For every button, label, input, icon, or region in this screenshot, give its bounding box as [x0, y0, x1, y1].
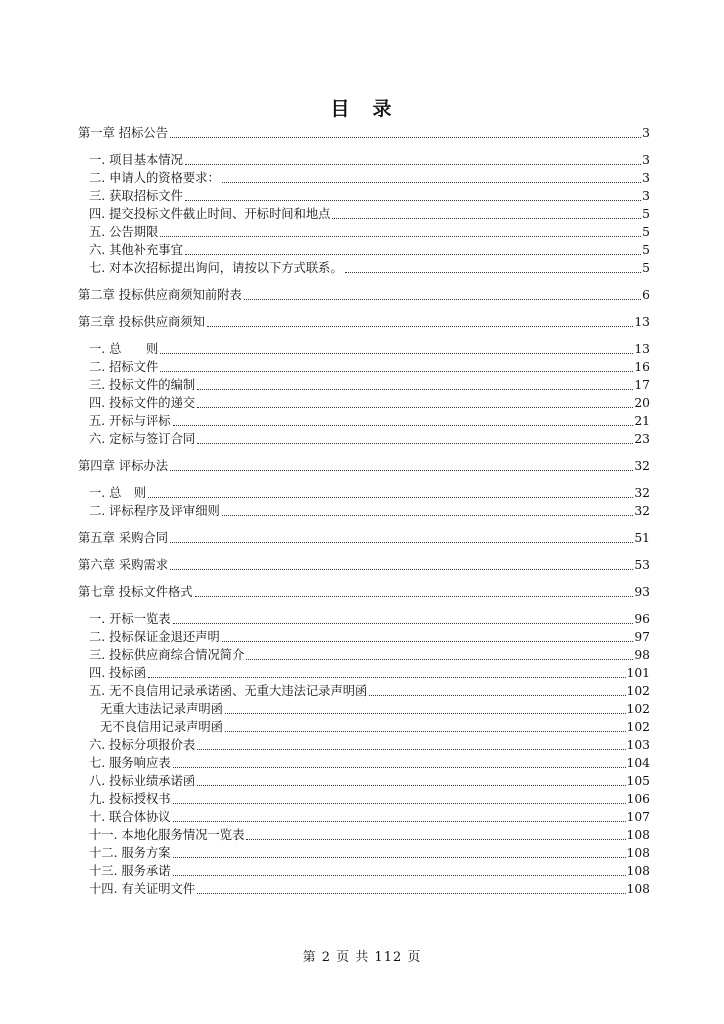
- toc-entry[interactable]: [78, 666, 650, 681]
- toc-entry-label: 第六章 采购需求: [78, 558, 168, 572]
- toc-dot-leader: [244, 299, 641, 300]
- toc-dot-leader: [207, 326, 633, 327]
- toc-entry-label: 三. 投标供应商综合情况简介: [89, 648, 245, 662]
- toc-entry[interactable]: [78, 612, 650, 627]
- toc-entry[interactable]: [78, 396, 650, 411]
- toc-entry-page-number: 102: [626, 720, 650, 734]
- toc-entry-label: 第三章 投标供应商须知: [78, 315, 205, 329]
- toc-entry-label: 七. 对本次招标提出询问，请按以下方式联系。: [89, 261, 343, 275]
- toc-entry[interactable]: [78, 558, 650, 573]
- toc-entry-page-number: 97: [634, 630, 650, 644]
- toc-dot-leader: [173, 425, 634, 426]
- toc-entry[interactable]: [78, 414, 650, 429]
- toc-dot-leader: [170, 569, 633, 570]
- toc-entry-label: 无重大违法记录声明函: [100, 702, 223, 716]
- toc-entry[interactable]: [78, 171, 650, 186]
- toc-dot-leader: [197, 785, 625, 786]
- toc-entry[interactable]: [78, 315, 650, 330]
- toc-entry-page-number: 102: [626, 684, 650, 698]
- toc-entry[interactable]: [78, 243, 650, 258]
- toc-entry-label: 六. 投标分项报价表: [89, 738, 196, 752]
- toc-entry[interactable]: [78, 774, 650, 789]
- toc-entry[interactable]: [78, 738, 650, 753]
- toc-entry-page-number: 5: [642, 207, 650, 221]
- toc-entry[interactable]: [78, 225, 650, 240]
- toc-entry-label: 十三. 服务承诺: [89, 864, 171, 878]
- toc-entry[interactable]: [78, 126, 650, 141]
- toc-dot-leader: [225, 731, 626, 732]
- toc-entry[interactable]: [78, 486, 650, 501]
- toc-dot-leader: [148, 677, 626, 678]
- toc-entry-page-number: 17: [634, 378, 650, 392]
- toc-entry-page-number: 93: [634, 585, 650, 599]
- toc-dot-leader: [222, 515, 634, 516]
- toc-dot-leader: [173, 875, 626, 876]
- toc-entry[interactable]: [78, 684, 650, 699]
- toc-entry-page-number: 51: [634, 531, 650, 545]
- toc-dot-leader: [185, 164, 641, 165]
- toc-dot-leader: [332, 218, 641, 219]
- toc-entry-label: 第二章 投标供应商须知前附表: [78, 288, 242, 302]
- toc-entry-page-number: 32: [634, 459, 650, 473]
- toc-entry-label: 四. 投标文件的递交: [89, 396, 196, 410]
- toc-dot-leader: [160, 236, 641, 237]
- toc-entry-label: 五. 开标与评标: [89, 414, 171, 428]
- toc-entry-label: 一. 总 则: [89, 342, 159, 356]
- toc-dot-leader: [225, 713, 626, 714]
- toc-entry-label: 第七章 投标文件格式: [78, 585, 193, 599]
- toc-dot-leader: [246, 659, 633, 660]
- toc-entry-label: 三. 获取招标文件: [89, 189, 183, 203]
- toc-dot-leader: [173, 821, 626, 822]
- toc-entry-page-number: 107: [626, 810, 650, 824]
- toc-entry[interactable]: [78, 792, 650, 807]
- toc-entry-page-number: 16: [634, 360, 650, 374]
- toc-entry-page-number: 32: [634, 486, 650, 500]
- toc-entry-page-number: 101: [626, 666, 650, 680]
- toc-entry-page-number: 21: [634, 414, 650, 428]
- toc-entry[interactable]: [78, 207, 650, 222]
- toc-entry-label: 六. 其他补充事宜: [89, 243, 183, 257]
- toc-entry-label: 一. 项目基本情况: [89, 153, 183, 167]
- toc-entry-label: 九. 投标授权书: [89, 792, 171, 806]
- toc-entry-label: 八. 投标业绩承诺函: [89, 774, 196, 788]
- toc-entry-page-number: 105: [626, 774, 650, 788]
- toc-dot-leader: [345, 272, 641, 273]
- toc-entry[interactable]: [78, 828, 650, 843]
- toc-entry-page-number: 5: [642, 243, 650, 257]
- toc-dot-leader: [148, 497, 633, 498]
- toc-entry[interactable]: [78, 648, 650, 663]
- toc-dot-leader: [246, 839, 625, 840]
- toc-entry-page-number: 5: [642, 225, 650, 239]
- toc-entry[interactable]: [78, 630, 650, 645]
- toc-entry-label: 三. 投标文件的编制: [89, 378, 196, 392]
- toc-entry[interactable]: [78, 288, 650, 303]
- toc-entry[interactable]: [78, 720, 650, 735]
- toc-dot-leader: [173, 767, 626, 768]
- toc-entry-label: 七. 服务响应表: [89, 756, 171, 770]
- toc-entry-label: 一. 总 则: [89, 486, 147, 500]
- toc-dot-leader: [222, 641, 634, 642]
- toc-entry-page-number: 102: [626, 702, 650, 716]
- toc-dot-leader: [185, 200, 641, 201]
- toc-entry[interactable]: [78, 531, 650, 546]
- toc-entry-page-number: 6: [642, 288, 650, 302]
- toc-dot-leader: [185, 254, 641, 255]
- toc-dot-leader: [170, 542, 633, 543]
- page-footer: 第 2 页 共 112 页: [302, 950, 422, 965]
- toc-entry-label: 四. 投标函: [89, 666, 147, 680]
- toc-entry[interactable]: [78, 702, 650, 717]
- toc-entry-page-number: 104: [626, 756, 650, 770]
- toc-entry-label: 无不良信用记录声明函: [100, 720, 223, 734]
- toc-entry-label: 四. 提交投标文件截止时间、开标时间和地点: [89, 207, 331, 221]
- toc-entry-page-number: 103: [626, 738, 650, 752]
- toc-entry[interactable]: [78, 153, 650, 168]
- toc-dot-leader: [160, 371, 633, 372]
- toc-entry-label: 六. 定标与签订合同: [89, 432, 196, 446]
- toc-entry-label: 十. 联合体协议: [89, 810, 171, 824]
- toc-entry[interactable]: [78, 810, 650, 825]
- toc-entry[interactable]: [78, 585, 650, 600]
- toc-entry-page-number: 108: [626, 828, 650, 842]
- toc-entry-page-number: 96: [634, 612, 650, 626]
- toc-entry-page-number: 108: [626, 846, 650, 860]
- toc-dot-leader: [160, 353, 633, 354]
- toc-dot-leader: [195, 596, 634, 597]
- toc-entry-page-number: 5: [642, 261, 650, 275]
- toc-dot-leader: [197, 407, 633, 408]
- toc-entry[interactable]: [78, 846, 650, 861]
- toc-entry-page-number: 13: [634, 342, 650, 356]
- toc-entry-page-number: 23: [634, 432, 650, 446]
- toc-dot-leader: [222, 182, 641, 183]
- toc-entry-page-number: 3: [642, 189, 650, 203]
- toc-entry-page-number: 53: [634, 558, 650, 572]
- toc-entry[interactable]: [78, 504, 650, 519]
- toc-entry-label: 二. 招标文件: [89, 360, 159, 374]
- toc-entry-page-number: 13: [634, 315, 650, 329]
- toc-entry[interactable]: [78, 189, 650, 204]
- toc-entry-page-number: 108: [626, 864, 650, 878]
- toc-dot-leader: [173, 623, 634, 624]
- toc-entry-page-number: 20: [634, 396, 650, 410]
- toc-entry[interactable]: [78, 864, 650, 879]
- toc-entry-label: 第一章 招标公告: [78, 126, 168, 140]
- toc-entry-page-number: 98: [634, 648, 650, 662]
- toc-entry[interactable]: [78, 459, 650, 474]
- toc-dot-leader: [197, 749, 625, 750]
- toc-dot-leader: [197, 443, 633, 444]
- toc-entry-page-number: 106: [626, 792, 650, 806]
- toc-dot-leader: [170, 137, 641, 138]
- toc-entry-label: 十一. 本地化服务情况一览表: [89, 828, 245, 842]
- toc-entry-page-number: 3: [642, 171, 650, 185]
- toc-entry-page-number: 32: [634, 504, 650, 518]
- toc-dot-leader: [170, 470, 633, 471]
- toc-entry-page-number: 108: [626, 882, 650, 896]
- toc-dot-leader: [173, 857, 626, 858]
- toc-entry-label: 二. 评标程序及评审细则: [89, 504, 220, 518]
- toc-entry[interactable]: [78, 360, 650, 375]
- toc-dot-leader: [369, 695, 625, 696]
- toc-entry-label: 五. 公告期限: [89, 225, 159, 239]
- toc-dot-leader: [173, 803, 626, 804]
- toc-entry[interactable]: [78, 261, 650, 276]
- toc-entry-label: 二. 投标保证金退还声明: [89, 630, 220, 644]
- toc-entry-label: 第五章 采购合同: [78, 531, 168, 545]
- toc-entry[interactable]: [78, 882, 650, 897]
- toc-entry-label: 二. 申请人的资格要求：: [89, 171, 220, 185]
- toc-entry[interactable]: [78, 756, 650, 771]
- toc-entry-page-number: 3: [642, 126, 650, 140]
- toc-entry-label: 第四章 评标办法: [78, 459, 168, 473]
- toc-entry[interactable]: [78, 378, 650, 393]
- toc-entry[interactable]: [78, 432, 650, 447]
- toc-entry-label: 一. 开标一览表: [89, 612, 171, 626]
- toc-entry-label: 十四. 有关证明文件: [89, 882, 196, 896]
- toc-entry-page-number: 3: [642, 153, 650, 167]
- toc-entry[interactable]: [78, 342, 650, 357]
- toc-title: 目 录: [330, 98, 394, 120]
- toc-dot-leader: [197, 389, 633, 390]
- toc-dot-leader: [197, 893, 625, 894]
- toc-entry-label: 五. 无不良信用记录承诺函、无重大违法记录声明函: [89, 684, 368, 698]
- toc-entry-label: 十二. 服务方案: [89, 846, 171, 860]
